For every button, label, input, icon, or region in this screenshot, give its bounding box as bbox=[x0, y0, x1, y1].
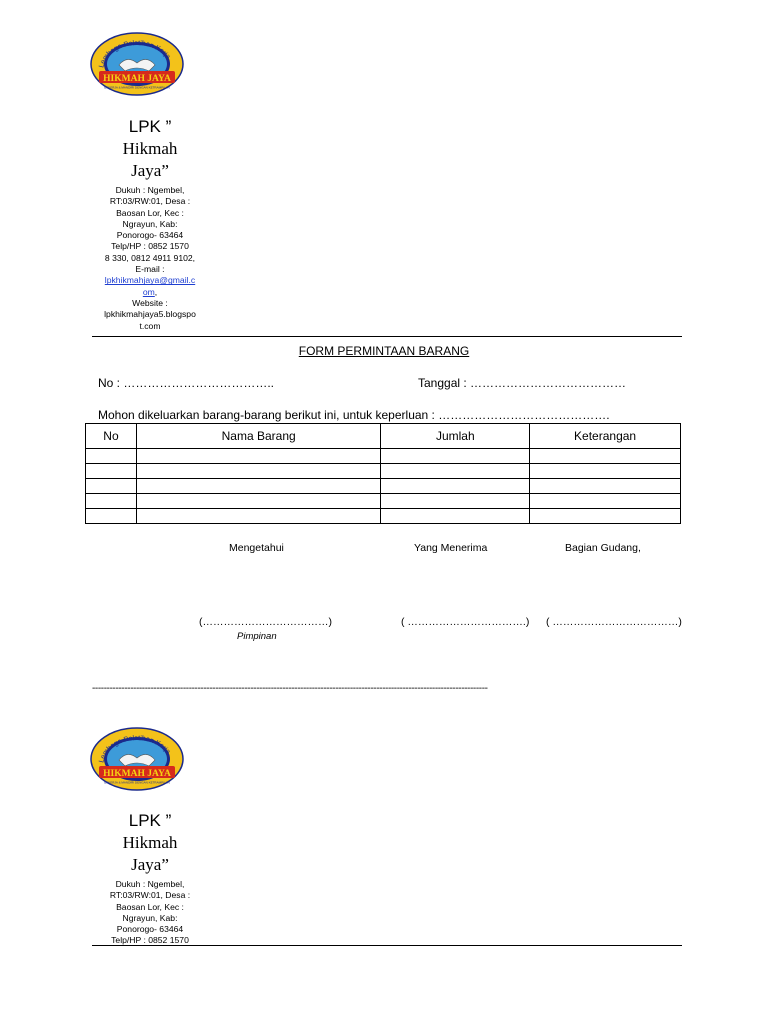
table-row[interactable] bbox=[86, 509, 681, 524]
col-header-keterangan: Keterangan bbox=[530, 424, 681, 449]
org-address: Dukuh : Ngembel, RT:03/RW:01, Desa : Baosan Lor, Kec : Ngrayun, Kab: Ponorogo- 63464 Telp/HP : 0852 1570 8 330, 0812 4911 9102, E-mail : lpkhikmahjaya@gmail.c om, Website : lpkhikmahjaya5.blogspo t.com bbox=[90, 185, 210, 332]
svg-text:Lembaga Pelatihan Kerja: Lembaga Pelatihan Kerja bbox=[98, 39, 172, 69]
header-divider bbox=[92, 336, 682, 337]
org-header bbox=[90, 116, 210, 332]
svg-text:HIKMAH JAYA: HIKMAH JAYA bbox=[103, 769, 171, 779]
svg-text:HIKMAH JAYA: HIKMAH JAYA bbox=[103, 74, 171, 84]
header-divider bbox=[92, 945, 682, 946]
email-link-cont[interactable]: om bbox=[142, 286, 155, 297]
email-link[interactable]: lpkhikmahjaya@gmail.c bbox=[104, 275, 196, 286]
website-url: lpkhikmahjaya5.blogspo bbox=[104, 309, 196, 320]
sig-blank-gudang: ( ………………………………) bbox=[546, 616, 682, 628]
purpose-line: Mohon dikeluarkan barang-barang berikut ini, untuk keperluan : ……………………………………. bbox=[98, 408, 610, 422]
org-address: Dukuh : Ngembel, RT:03/RW:01, Desa : Baosan Lor, Kec : Ngrayun, Kab: Ponorogo- 63464 Telp/HP : 0852 1570 bbox=[109, 879, 191, 946]
col-header-jumlah: Jumlah bbox=[381, 424, 530, 449]
lpk-logo bbox=[89, 726, 185, 792]
svg-text:Lembaga Pelatihan Kerja: Lembaga Pelatihan Kerja bbox=[98, 734, 172, 764]
form-title: FORM PERMINTAAN BARANG bbox=[298, 344, 470, 358]
table-row[interactable] bbox=[86, 449, 681, 464]
cut-line: --------------------------------------------------------------------------------------------------------------------------------------- bbox=[92, 683, 488, 694]
col-header-nama-barang: Nama Barang bbox=[136, 424, 381, 449]
website-label: Website : bbox=[132, 297, 168, 308]
items-table bbox=[85, 423, 681, 524]
table-row[interactable] bbox=[86, 479, 681, 494]
table-header-row bbox=[86, 424, 681, 449]
sig-role-pimpinan: Pimpinan bbox=[237, 631, 277, 642]
table-row[interactable] bbox=[86, 464, 681, 479]
org-title: LPK ” Hikmah Jaya” bbox=[122, 811, 178, 874]
table-row[interactable] bbox=[86, 494, 681, 509]
sig-blank-pimpinan: (………………………………) bbox=[199, 616, 332, 628]
col-header-no: No bbox=[86, 424, 137, 449]
sig-label-yang-menerima: Yang Menerima bbox=[414, 542, 488, 554]
sig-blank-menerima: ( …………………………….) bbox=[401, 616, 530, 628]
org-header-copy bbox=[90, 810, 210, 947]
no-field: No : ……………………………….. bbox=[98, 376, 275, 390]
svg-text:BEKERJA & MANDIRI DENGAN KETRA: BEKERJA & MANDIRI DENGAN KETRAMPILAN bbox=[104, 780, 170, 785]
sig-label-mengetahui: Mengetahui bbox=[229, 542, 284, 554]
org-title: LPK ” Hikmah Jaya” bbox=[122, 117, 178, 180]
tanggal-field: Tanggal : ………………………………… bbox=[418, 376, 627, 390]
sig-label-bagian-gudang: Bagian Gudang, bbox=[565, 542, 641, 554]
lpk-logo bbox=[89, 31, 185, 97]
svg-text:BEKERJA & MANDIRI DENGAN KETRA: BEKERJA & MANDIRI DENGAN KETRAMPILAN bbox=[104, 85, 170, 90]
